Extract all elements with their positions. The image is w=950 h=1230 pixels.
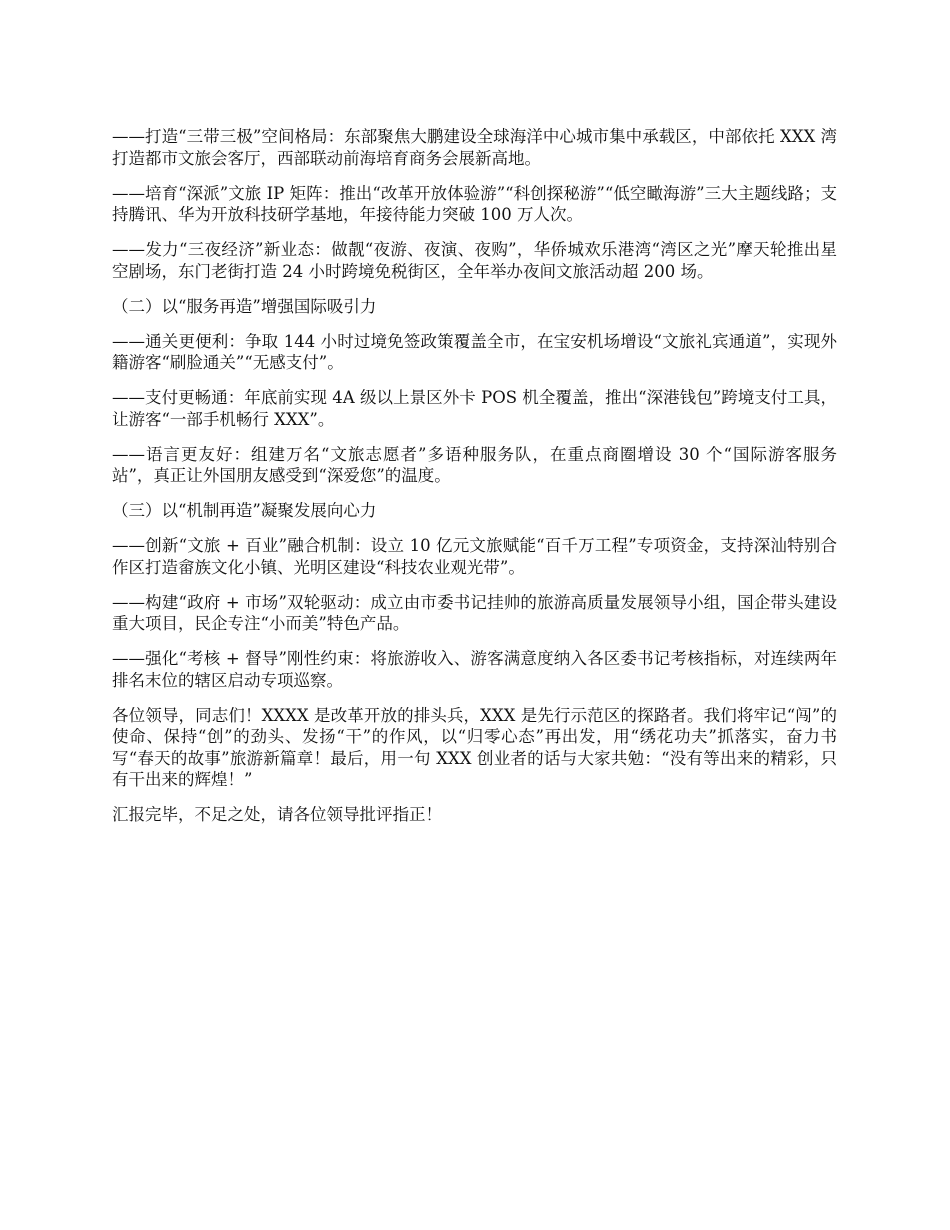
paragraph-ip-matrix: ——培育“深派”文旅 IP 矩阵：推出“改革开放体验游”“科创探秘游”“低空瞰海游”三大主题线路；支持腾讯、华为开放科技研学基地，年接待能力突破 100 万人次。 [112, 183, 837, 224]
paragraph-dual-drive: ——构建“政府 + 市场”双轮驱动：成立由市委书记挂帅的旅游高质量发展领导小组，国企带头建设重大项目，民企专注“小而美”特色产品。 [112, 592, 837, 633]
paragraph-customs: ——通关更便利：争取 144 小时过境免签政策覆盖全市，在宝安机场增设“文旅礼宾通道”，实现外籍游客“刷脸通关”“无感支付”。 [112, 331, 837, 372]
paragraph-payment: ——支付更畅通：年底前实现 4A 级以上景区外卡 POS 机全覆盖，推出“深港钱包”跨境支付工具，让游客“一部手机畅行 XXX”。 [112, 388, 837, 429]
paragraph-night-economy: ——发力“三夜经济”新业态：做靓“夜游、夜演、夜购”，华侨城欢乐港湾“湾区之光”摩天轮推出星空剧场，东门老街打造 24 小时跨境免税街区，全年举办夜间文旅活动超 200 场。 [112, 240, 837, 281]
section-heading-service: （二）以“服务再造”增强国际吸引力 [112, 296, 377, 316]
document-page [112, 126, 837, 839]
paragraph-integration: ——创新“文旅 + 百业”融合机制：设立 10 亿元文旅赋能“百千万工程”专项资金，支持深汕特别合作区打造畲族文化小镇、光明区建设“科技农业观光带”。 [112, 536, 837, 577]
paragraph-closing: 各位领导，同志们！XXXX 是改革开放的排头兵，XXX 是先行示范区的探路者。我们将牢记“闯”的使命、保持“创”的劲头、发扬“干”的作风，以“归零心态”再出发，用“绣花功夫”抓落实，奋力书写“春天的故事”旅游新篇章！最后，用一句 XXX 创业者的话与大家共勉：“没有等出来的精彩，只有干出来的辉煌！” [112, 705, 837, 789]
paragraph-end: 汇报完毕，不足之处，请各位领导批评指正！ [112, 805, 442, 824]
paragraph-spatial-layout: ——打造“三带三极”空间格局：东部聚焦大鹏建设全球海洋中心城市集中承载区，中部依托 XXX 湾打造都市文旅会客厅，西部联动前海培育商务会展新高地。 [112, 127, 837, 168]
section-heading-mechanism: （三）以“机制再造”凝聚发展向心力 [112, 501, 377, 520]
paragraph-assessment: ——强化“考核 + 督导”刚性约束：将旅游收入、游客满意度纳入各区委书记考核指标，对连续两年排名末位的辖区启动专项巡察。 [112, 649, 837, 690]
paragraph-language: ——语言更友好：组建万名“文旅志愿者”多语种服务队，在重点商圈增设 30 个“国际游客服务站”，真正让外国朋友感受到“深爱您”的温度。 [112, 444, 837, 485]
